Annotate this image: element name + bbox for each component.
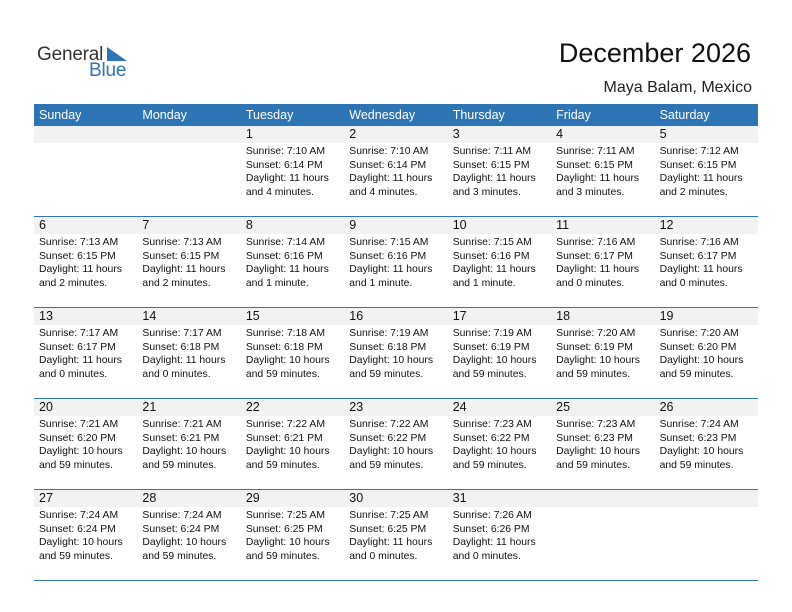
sunrise-text: Sunrise: 7:25 AM	[245, 510, 325, 521]
sunrise-text: Sunrise: 7:13 AM	[39, 237, 119, 248]
daylight-text: Daylight: 11 hours	[142, 355, 226, 366]
daylight-minutes-text: and 2 minutes.	[142, 277, 211, 289]
daylight-text: Daylight: 11 hours	[452, 537, 536, 548]
day-info	[137, 507, 240, 563]
empty-day-cell	[34, 126, 137, 216]
day-cell	[551, 399, 654, 489]
sunset-text: Sunset: 6:14 PM	[245, 159, 323, 171]
day-number: 27	[34, 490, 137, 507]
sunrise-text: Sunrise: 7:10 AM	[349, 146, 429, 157]
day-cell	[34, 308, 137, 398]
day-cell	[137, 490, 240, 580]
daylight-text: Daylight: 11 hours	[245, 173, 329, 184]
sunset-text: Sunset: 6:20 PM	[39, 432, 116, 444]
day-number: 17	[448, 308, 551, 325]
daylight-text: Daylight: 11 hours	[39, 264, 122, 275]
daylight-text: Daylight: 10 hours	[659, 446, 744, 457]
daylight-minutes-text: and 3 minutes.	[556, 186, 625, 198]
daylight-text: Daylight: 11 hours	[349, 173, 433, 184]
sunrise-text: Sunrise: 7:21 AM	[142, 419, 222, 430]
day-info	[137, 234, 240, 290]
day-info	[34, 507, 137, 563]
day-info	[344, 325, 447, 381]
day-info	[655, 325, 758, 381]
day-info	[34, 416, 137, 472]
sunrise-text: Sunrise: 7:20 AM	[659, 328, 739, 339]
day-info	[655, 143, 758, 199]
daylight-minutes-text: and 59 minutes.	[556, 459, 631, 471]
sunrise-text: Sunrise: 7:21 AM	[39, 419, 119, 430]
day-cell	[34, 217, 137, 307]
calendar-week-row	[34, 490, 758, 581]
daylight-minutes-text: and 4 minutes.	[349, 186, 418, 198]
day-number: 23	[344, 399, 447, 416]
day-info	[448, 325, 551, 381]
daylight-text: Daylight: 11 hours	[452, 173, 536, 184]
sunrise-text: Sunrise: 7:18 AM	[245, 328, 325, 339]
sunset-text: Sunset: 6:25 PM	[245, 523, 323, 535]
daylight-text: Daylight: 11 hours	[349, 264, 433, 275]
day-number: 15	[241, 308, 344, 325]
daylight-text: Daylight: 10 hours	[39, 446, 123, 457]
sunset-text: Sunset: 6:21 PM	[245, 432, 323, 444]
day-number: 5	[655, 126, 758, 143]
sunset-text: Sunset: 6:17 PM	[39, 341, 116, 353]
sunrise-text: Sunrise: 7:19 AM	[349, 328, 429, 339]
daylight-minutes-text: and 59 minutes.	[452, 368, 527, 380]
sunrise-text: Sunrise: 7:14 AM	[245, 237, 325, 248]
sunset-text: Sunset: 6:23 PM	[556, 432, 633, 444]
day-number: 26	[655, 399, 758, 416]
day-number: 14	[137, 308, 240, 325]
day-number: 6	[34, 217, 137, 234]
daylight-text: Daylight: 10 hours	[452, 446, 537, 457]
day-info	[655, 416, 758, 472]
day-info	[344, 234, 447, 290]
sunrise-text: Sunrise: 7:11 AM	[452, 146, 532, 157]
day-cell	[551, 308, 654, 398]
sunrise-text: Sunrise: 7:16 AM	[556, 237, 636, 248]
day-number-bar	[34, 126, 137, 143]
day-info	[655, 234, 758, 290]
day-cell	[344, 217, 447, 307]
sunset-text: Sunset: 6:25 PM	[349, 523, 427, 535]
day-info	[241, 234, 344, 290]
sunset-text: Sunset: 6:16 PM	[245, 250, 323, 262]
empty-day-cell	[655, 490, 758, 580]
day-cell	[448, 308, 551, 398]
day-cell	[344, 308, 447, 398]
sunset-text: Sunset: 6:20 PM	[659, 341, 737, 353]
daylight-text: Daylight: 11 hours	[349, 537, 433, 548]
sunrise-text: Sunrise: 7:20 AM	[556, 328, 636, 339]
day-cell	[655, 399, 758, 489]
daylight-minutes-text: and 59 minutes.	[39, 459, 113, 471]
calendar-week-row	[34, 126, 758, 217]
sunset-text: Sunset: 6:16 PM	[349, 250, 427, 262]
day-number: 19	[655, 308, 758, 325]
day-number: 30	[344, 490, 447, 507]
daylight-text: Daylight: 10 hours	[245, 446, 330, 457]
daylight-text: Daylight: 10 hours	[349, 355, 434, 366]
daylight-minutes-text: and 0 minutes.	[39, 368, 108, 380]
daylight-minutes-text: and 59 minutes.	[556, 368, 631, 380]
day-number-bar	[655, 490, 758, 507]
day-number: 16	[344, 308, 447, 325]
daylight-minutes-text: and 59 minutes.	[659, 459, 734, 471]
daylight-text: Daylight: 10 hours	[349, 446, 434, 457]
calendar-week-row	[34, 308, 758, 399]
day-number: 29	[241, 490, 344, 507]
sunset-text: Sunset: 6:18 PM	[142, 341, 220, 353]
sunset-text: Sunset: 6:22 PM	[452, 432, 530, 444]
daylight-text: Daylight: 11 hours	[142, 264, 226, 275]
day-number-bar	[137, 126, 240, 143]
day-number: 20	[34, 399, 137, 416]
day-info	[551, 234, 654, 290]
day-info	[241, 507, 344, 563]
day-info	[344, 416, 447, 472]
sunrise-text: Sunrise: 7:26 AM	[452, 510, 532, 521]
sunset-text: Sunset: 6:19 PM	[556, 341, 633, 353]
calendar-week-row	[34, 399, 758, 490]
day-cell	[448, 217, 551, 307]
sunset-text: Sunset: 6:19 PM	[452, 341, 530, 353]
daylight-minutes-text: and 59 minutes.	[349, 368, 424, 380]
sunrise-text: Sunrise: 7:22 AM	[349, 419, 429, 430]
daylight-minutes-text: and 0 minutes.	[452, 550, 521, 562]
day-cell	[241, 490, 344, 580]
day-info	[241, 143, 344, 199]
day-cell	[137, 308, 240, 398]
day-number: 3	[448, 126, 551, 143]
day-number-bar	[551, 490, 654, 507]
daylight-text: Daylight: 10 hours	[452, 355, 537, 366]
daylight-minutes-text: and 1 minute.	[349, 277, 413, 289]
daylight-minutes-text: and 4 minutes.	[245, 186, 315, 198]
day-number: 31	[448, 490, 551, 507]
day-cell	[344, 126, 447, 216]
location-label: Maya Balam, Mexico	[603, 79, 752, 96]
daylight-minutes-text: and 59 minutes.	[39, 550, 113, 562]
page-title: December 2026	[558, 38, 751, 68]
day-number: 9	[344, 217, 447, 234]
day-cell	[241, 126, 344, 216]
daylight-text: Daylight: 10 hours	[659, 355, 744, 366]
daylight-minutes-text: and 3 minutes.	[452, 186, 521, 198]
sunset-text: Sunset: 6:15 PM	[659, 159, 737, 171]
calendar	[34, 104, 758, 581]
sunset-text: Sunset: 6:21 PM	[142, 432, 220, 444]
sunrise-text: Sunrise: 7:17 AM	[142, 328, 222, 339]
day-info	[551, 143, 654, 199]
day-cell	[137, 217, 240, 307]
sunset-text: Sunset: 6:23 PM	[659, 432, 737, 444]
sunrise-text: Sunrise: 7:15 AM	[349, 237, 429, 248]
day-info	[34, 234, 137, 290]
daylight-minutes-text: and 0 minutes.	[349, 550, 418, 562]
day-cell	[448, 126, 551, 216]
sunset-text: Sunset: 6:24 PM	[142, 523, 220, 535]
sunset-text: Sunset: 6:18 PM	[245, 341, 323, 353]
sunrise-text: Sunrise: 7:19 AM	[452, 328, 532, 339]
day-info	[137, 416, 240, 472]
daylight-text: Daylight: 11 hours	[659, 264, 743, 275]
day-cell	[448, 490, 551, 580]
sunrise-text: Sunrise: 7:25 AM	[349, 510, 429, 521]
daylight-minutes-text: and 59 minutes.	[659, 368, 734, 380]
day-number: 21	[137, 399, 240, 416]
day-info	[344, 143, 447, 199]
day-number: 28	[137, 490, 240, 507]
day-cell	[241, 217, 344, 307]
sunrise-text: Sunrise: 7:24 AM	[39, 510, 119, 521]
sunset-text: Sunset: 6:26 PM	[452, 523, 530, 535]
sunset-text: Sunset: 6:22 PM	[349, 432, 427, 444]
daylight-text: Daylight: 10 hours	[142, 446, 227, 457]
daylight-minutes-text: and 0 minutes.	[142, 368, 211, 380]
sunrise-text: Sunrise: 7:23 AM	[556, 419, 636, 430]
weekday-label: Saturday	[659, 108, 710, 122]
day-number: 4	[551, 126, 654, 143]
calendar-week-row	[34, 217, 758, 308]
sunrise-text: Sunrise: 7:24 AM	[142, 510, 222, 521]
day-info	[448, 234, 551, 290]
sunrise-text: Sunrise: 7:23 AM	[452, 419, 532, 430]
daylight-text: Daylight: 11 hours	[39, 355, 122, 366]
day-cell	[344, 399, 447, 489]
empty-day-cell	[137, 126, 240, 216]
weekday-header	[34, 104, 758, 126]
daylight-text: Daylight: 10 hours	[245, 537, 330, 548]
daylight-minutes-text: and 59 minutes.	[245, 550, 320, 562]
day-number: 8	[241, 217, 344, 234]
day-number: 12	[655, 217, 758, 234]
day-number: 11	[551, 217, 654, 234]
daylight-text: Daylight: 11 hours	[452, 264, 536, 275]
daylight-text: Daylight: 11 hours	[556, 173, 640, 184]
daylight-minutes-text: and 2 minutes.	[39, 277, 108, 289]
sunrise-text: Sunrise: 7:12 AM	[659, 146, 739, 157]
logo-blue-text: Blue	[89, 60, 127, 81]
daylight-minutes-text: and 0 minutes.	[556, 277, 625, 289]
day-number: 1	[241, 126, 344, 143]
day-number: 22	[241, 399, 344, 416]
daylight-text: Daylight: 10 hours	[245, 355, 330, 366]
daylight-minutes-text: and 59 minutes.	[245, 368, 320, 380]
sunrise-text: Sunrise: 7:11 AM	[556, 146, 635, 157]
day-cell	[137, 399, 240, 489]
sunrise-text: Sunrise: 7:10 AM	[245, 146, 325, 157]
day-cell	[34, 490, 137, 580]
sunset-text: Sunset: 6:18 PM	[349, 341, 427, 353]
weekday-label: Thursday	[452, 108, 505, 122]
day-cell	[655, 217, 758, 307]
daylight-text: Daylight: 11 hours	[659, 173, 743, 184]
sunrise-text: Sunrise: 7:24 AM	[659, 419, 739, 430]
day-number: 10	[448, 217, 551, 234]
daylight-minutes-text: and 59 minutes.	[245, 459, 320, 471]
day-number: 2	[344, 126, 447, 143]
logo	[37, 44, 137, 80]
weekday-label: Sunday	[39, 108, 82, 122]
day-info	[448, 143, 551, 199]
daylight-text: Daylight: 10 hours	[142, 537, 227, 548]
day-cell	[344, 490, 447, 580]
daylight-minutes-text: and 1 minute.	[452, 277, 516, 289]
sunset-text: Sunset: 6:15 PM	[452, 159, 530, 171]
sunset-text: Sunset: 6:15 PM	[556, 159, 633, 171]
day-info	[551, 416, 654, 472]
day-cell	[241, 399, 344, 489]
day-info	[137, 325, 240, 381]
daylight-minutes-text: and 59 minutes.	[142, 459, 217, 471]
day-info	[448, 416, 551, 472]
sunrise-text: Sunrise: 7:15 AM	[452, 237, 532, 248]
day-info	[448, 507, 551, 563]
day-info	[344, 507, 447, 563]
day-cell	[655, 308, 758, 398]
weekday-label: Friday	[556, 108, 591, 122]
weekday-label: Wednesday	[349, 108, 416, 122]
daylight-minutes-text: and 59 minutes.	[452, 459, 527, 471]
sunset-text: Sunset: 6:16 PM	[452, 250, 530, 262]
logo-general-text: General	[37, 44, 104, 65]
sunrise-text: Sunrise: 7:16 AM	[659, 237, 739, 248]
day-number: 7	[137, 217, 240, 234]
sunset-text: Sunset: 6:15 PM	[39, 250, 116, 262]
day-number: 24	[448, 399, 551, 416]
daylight-minutes-text: and 1 minute.	[245, 277, 309, 289]
sunset-text: Sunset: 6:17 PM	[556, 250, 633, 262]
day-cell	[34, 399, 137, 489]
daylight-text: Daylight: 10 hours	[556, 355, 640, 366]
day-info	[551, 325, 654, 381]
sunrise-text: Sunrise: 7:22 AM	[245, 419, 325, 430]
day-cell	[655, 126, 758, 216]
daylight-text: Daylight: 11 hours	[556, 264, 640, 275]
daylight-text: Daylight: 10 hours	[556, 446, 640, 457]
sunset-text: Sunset: 6:15 PM	[142, 250, 220, 262]
sunrise-text: Sunrise: 7:17 AM	[39, 328, 119, 339]
sunset-text: Sunset: 6:24 PM	[39, 523, 116, 535]
day-info	[34, 325, 137, 381]
day-number: 18	[551, 308, 654, 325]
calendar-weeks	[34, 126, 758, 581]
day-cell	[241, 308, 344, 398]
weekday-label: Tuesday	[245, 108, 294, 122]
day-cell	[551, 126, 654, 216]
daylight-minutes-text: and 59 minutes.	[349, 459, 424, 471]
day-number: 25	[551, 399, 654, 416]
daylight-minutes-text: and 59 minutes.	[142, 550, 217, 562]
daylight-minutes-text: and 0 minutes.	[659, 277, 728, 289]
sunrise-text: Sunrise: 7:13 AM	[142, 237, 222, 248]
day-number: 13	[34, 308, 137, 325]
day-cell	[448, 399, 551, 489]
empty-day-cell	[551, 490, 654, 580]
daylight-minutes-text: and 2 minutes.	[659, 186, 728, 198]
weekday-label: Monday	[142, 108, 187, 122]
sunset-text: Sunset: 6:14 PM	[349, 159, 427, 171]
daylight-text: Daylight: 10 hours	[39, 537, 123, 548]
daylight-text: Daylight: 11 hours	[245, 264, 329, 275]
day-info	[241, 325, 344, 381]
sunset-text: Sunset: 6:17 PM	[659, 250, 737, 262]
day-info	[241, 416, 344, 472]
day-cell	[551, 217, 654, 307]
